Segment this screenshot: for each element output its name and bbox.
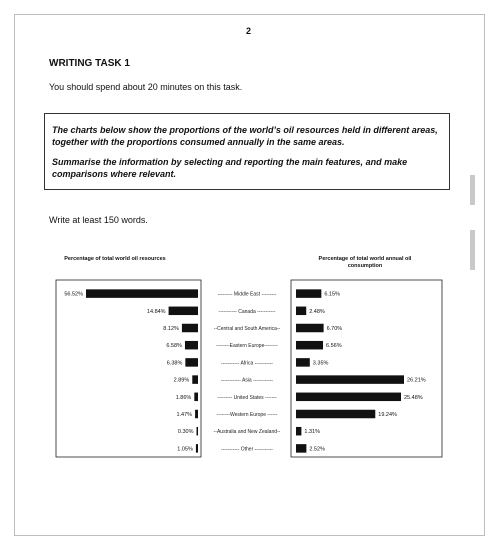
right-bar-1 (296, 289, 321, 298)
left-value-label-4: 6.58% (166, 343, 182, 350)
oil-charts (50, 255, 450, 460)
left-bar-2 (169, 307, 198, 316)
word-count-instruction: Write at least 150 words. (49, 215, 148, 225)
left-value-label-3: 8.12% (163, 326, 179, 332)
scan-artifact (470, 175, 475, 205)
scan-artifact (470, 230, 475, 270)
right-bar-6 (296, 375, 404, 384)
category-label-10: ----------- Other ----------- (221, 446, 273, 453)
left-chart-title: Percentage of total world oil resources (64, 256, 166, 262)
left-bar-4 (185, 341, 198, 350)
task-prompt-box (44, 113, 450, 190)
page-number: 2 (245, 26, 251, 36)
right-bar-10 (296, 444, 306, 453)
category-label-9: --Australia and New Zealand-- (213, 429, 281, 436)
time-instruction: You should spend about 20 minutes on this task. (49, 82, 243, 92)
left-value-label-10: 1.05% (177, 446, 193, 453)
category-label-5: ----------- Africa ----------- (221, 360, 273, 367)
left-value-label-6: 2.89% (173, 377, 190, 384)
left-bar-8 (195, 410, 198, 419)
right-value-label-4: 6.56% (326, 343, 342, 350)
category-label-3: --Central and South America-- (213, 326, 281, 332)
left-value-label-2: 14.84% (146, 308, 166, 315)
right-bar-7 (296, 393, 401, 402)
category-label-4: --------Eastern Europe-------- (216, 343, 278, 350)
left-bar-6 (192, 375, 198, 384)
right-value-label-9: 1.31% (304, 429, 321, 436)
right-value-label-10: 2.52% (309, 446, 325, 453)
category-label-6: ------------ Asia ------------ (220, 377, 274, 384)
left-value-label-9: 0.30% (177, 429, 194, 436)
right-chart-title: Percentage of total world annual oil consumption (318, 256, 412, 269)
left-bar-3 (182, 324, 198, 333)
task-heading: WRITING TASK 1 (49, 58, 130, 69)
left-value-label-7: 1.86% (175, 394, 192, 401)
right-bar-8 (296, 410, 375, 419)
right-value-label-5: 3.35% (312, 360, 329, 367)
right-bar-4 (296, 341, 323, 350)
left-value-label-5: 6.38% (166, 360, 183, 367)
prompt-instruction: Summarise the information by selecting and reporting the main features, and make comparisons where relevant. (52, 157, 408, 179)
right-value-label-2: 2.48% (309, 308, 325, 315)
category-label-2: ----------- Canada ----------- (218, 308, 276, 315)
left-bar-10 (196, 444, 198, 453)
bar-charts-svg (50, 255, 450, 460)
right-value-label-7: 25.48% (403, 394, 423, 401)
category-label-8: --------Western Europe ------ (216, 412, 278, 418)
right-value-label-1: 6.15% (324, 291, 340, 298)
right-value-label-3: 6.70% (326, 326, 343, 332)
left-bar-9 (197, 427, 199, 436)
right-value-label-8: 19.24% (378, 412, 397, 418)
right-value-label-6: 26.21% (407, 377, 426, 384)
right-bar-5 (296, 358, 310, 367)
left-bar-5 (185, 358, 198, 367)
category-label-1: --------- Middle East --------- (217, 291, 277, 298)
category-label-7: --------- United States ------- (217, 394, 277, 401)
left-bar-1 (86, 289, 198, 298)
left-value-label-1: 56.52% (64, 291, 83, 298)
prompt-description: The charts below show the proportions of the world’s oil resources held in different areas, together with the proportions consumed annually in the same areas. (52, 125, 438, 147)
right-bar-3 (296, 324, 324, 333)
right-bar-9 (296, 427, 301, 436)
left-bar-7 (194, 393, 198, 402)
left-value-label-8: 1.47% (176, 412, 193, 418)
right-bar-2 (296, 307, 306, 316)
